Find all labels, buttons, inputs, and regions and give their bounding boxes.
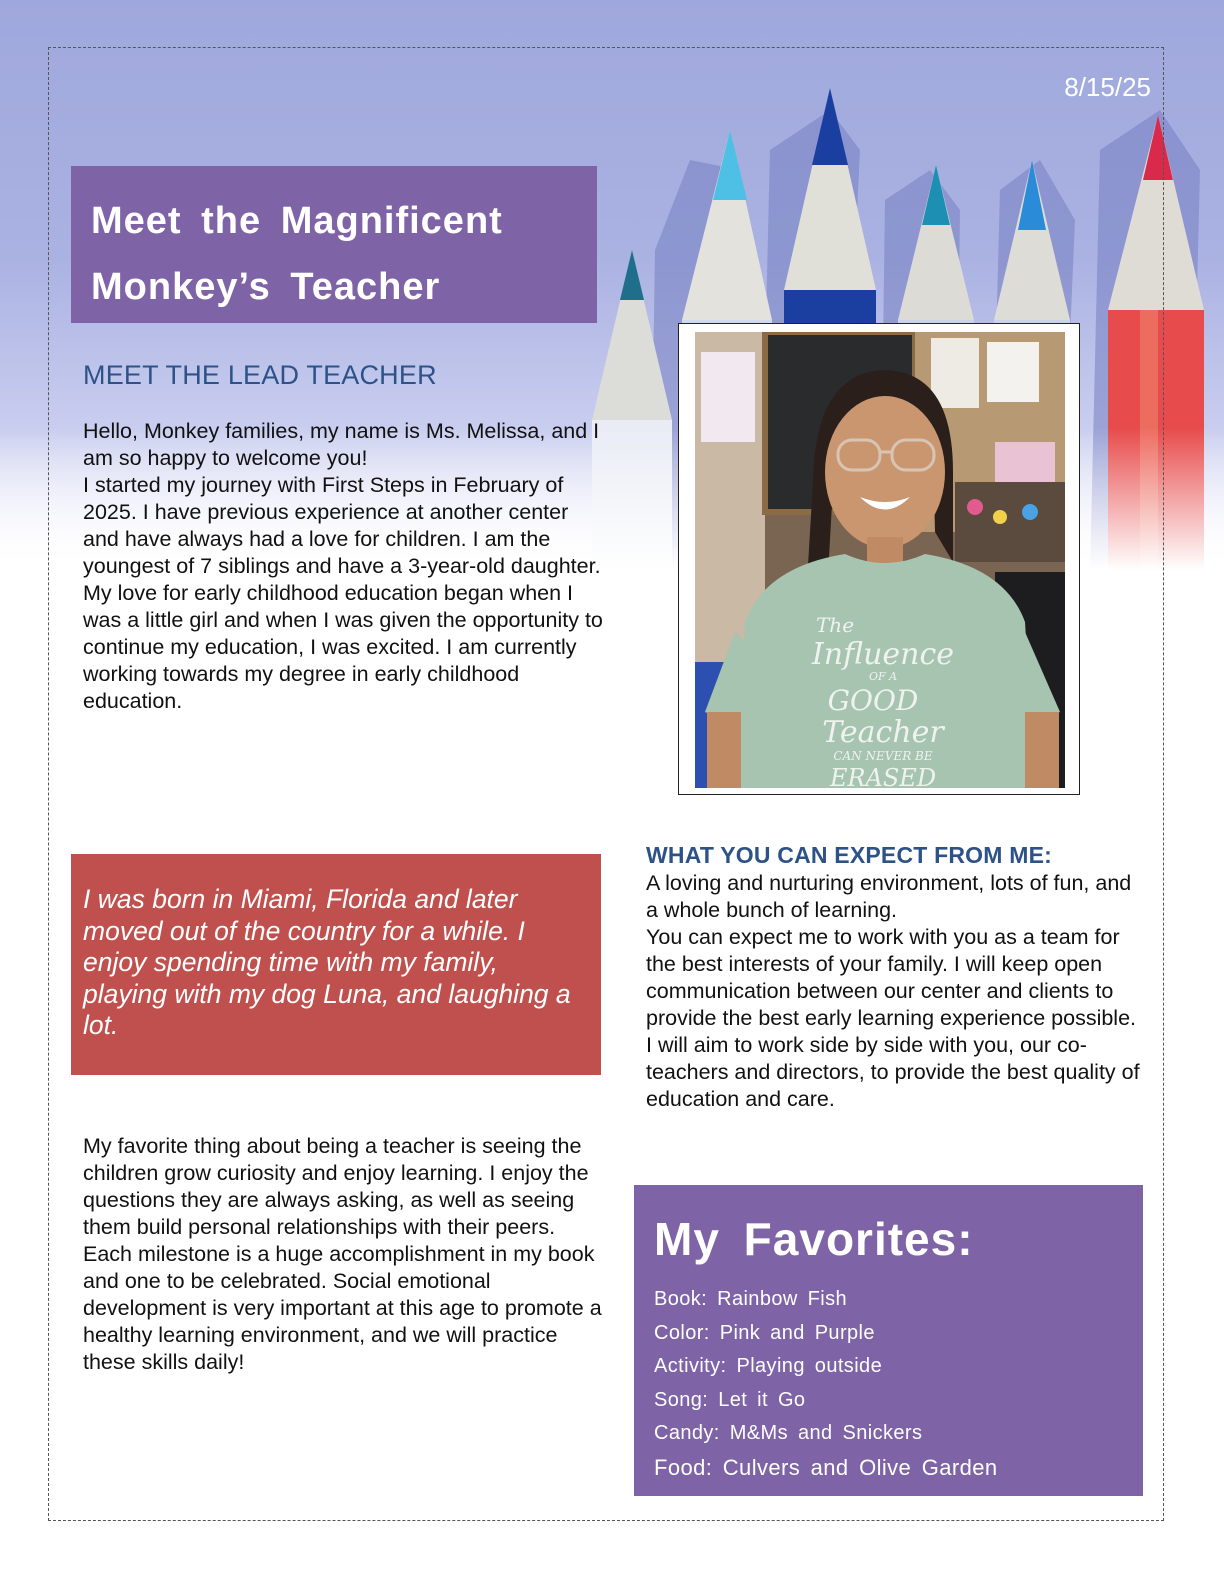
favorite-item: Song: Let it Go xyxy=(654,1388,806,1411)
title-banner xyxy=(71,166,597,323)
expect-text xyxy=(646,870,1146,1113)
favorite-item: Book: Rainbow Fish xyxy=(654,1288,848,1310)
teacher-photo xyxy=(695,332,1065,788)
favorite-thing-text: My favorite thing about being a teacher is seeing the children grow curiosity and enjoy learning. I enjoy the questions they are always asking, as well as seeing them build personal relationships with their peers. Each milestone is a huge accomplishment in my book and one to be celebrated. Social emotional development is very important at this age to promote a healthy learning environment, and we will practice these skills daily! xyxy=(83,1134,602,1374)
favorite-item: Color: Pink and Purple xyxy=(654,1321,875,1344)
favorites-box xyxy=(634,1185,1143,1496)
favorite-item: Candy: M&Ms and Snickers xyxy=(654,1422,923,1444)
shirt-text-7: ERASED xyxy=(829,764,937,788)
expect-paragraph-1: A loving and nurturing environment, lots of fun, and a whole bunch of learning. xyxy=(646,871,1132,922)
shirt-text-3: OF A xyxy=(868,670,898,683)
shirt-text-2: Influence xyxy=(811,637,955,672)
expect-paragraph-2: You can expect me to work with you as a team for the best interests of your family. I will keep open communication between our center and clients to provide the best early learning experience possible. I will aim to work side by side with you, our co-teachers and directors, to provide the best quality of education and care. xyxy=(646,925,1140,1111)
teacher-bio xyxy=(83,418,603,715)
title-line-1: Meet the Magnificent xyxy=(91,200,503,242)
favorite-item: Activity: Playing outside xyxy=(654,1355,883,1377)
shirt-text-1: The xyxy=(815,613,855,637)
personal-quote-box xyxy=(71,854,601,1075)
favorites-title: My Favorites: xyxy=(654,1213,974,1265)
shirt-text-5: Teacher xyxy=(822,715,944,750)
shirt-text-6: CAN NEVER BE xyxy=(833,749,933,763)
bio-paragraph-2: I started my journey with First Steps in February of 2025. I have previous experience at another center and have always had a love for children. I am the youngest of 7 siblings and have a 3-year-old daughter. My love for early childhood education began when I was a little girl and when I was given the opportunity to continue my education, I was excited. I am currently working towards my degree in early childhood education. xyxy=(83,473,603,713)
expect-heading: WHAT YOU CAN EXPECT FROM ME: xyxy=(646,842,1052,868)
favorite-item: Food: Culvers and Olive Garden xyxy=(654,1454,998,1480)
personal-quote-text: I was born in Miami, Florida and later moved out of the country for a while. I enjoy spending time with my family, playing with my dog Luna, and laughing a lot. xyxy=(83,884,571,1040)
bio-paragraph-1: Hello, Monkey families, my name is Ms. Melissa, and I am so happy to welcome you! xyxy=(83,419,600,470)
shirt-text-4: GOOD xyxy=(827,684,919,717)
teacher-photo-frame xyxy=(678,323,1080,795)
newsletter-date: 8/15/25 xyxy=(1064,72,1151,102)
lead-teacher-heading: MEET THE LEAD TEACHER xyxy=(83,360,437,390)
title-line-2: Monkey’s Teacher xyxy=(91,266,441,308)
